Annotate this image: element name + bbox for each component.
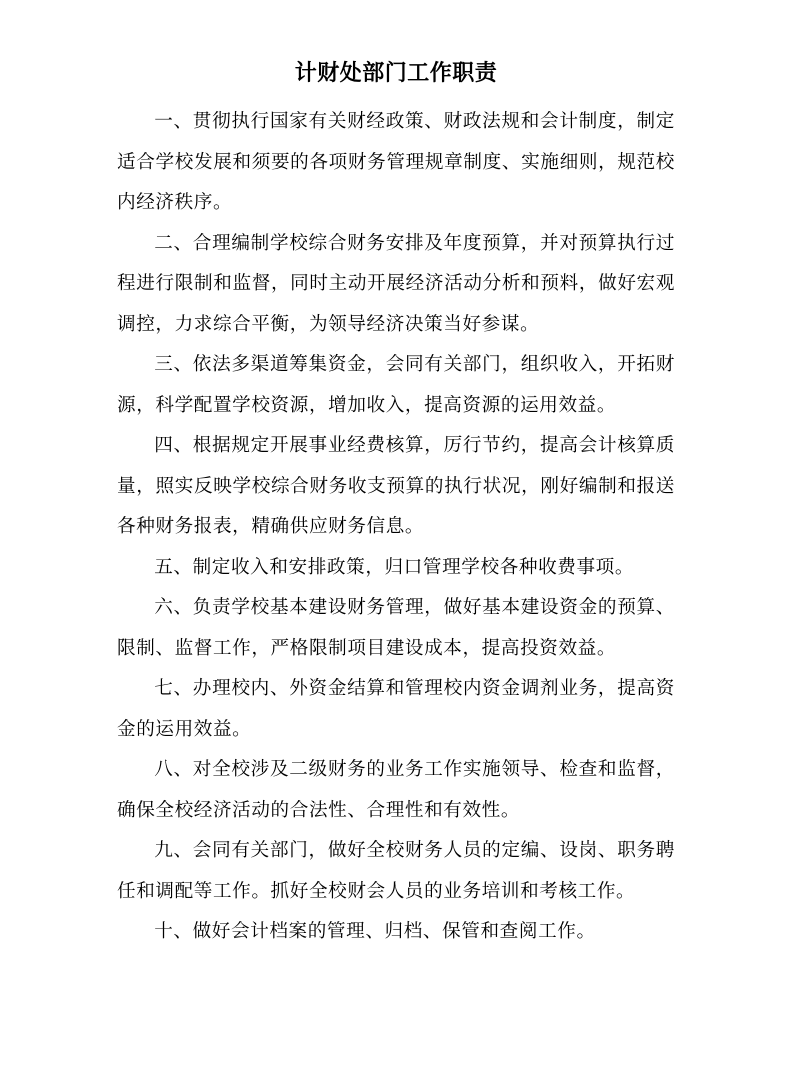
clause-6: 六、负责学校基本建设财务管理，做好基本建设资金的预算、限制、监督工作，严格限制项目建设成本，提高投资效益。: [117, 597, 675, 659]
clause-7: 七、办理校内、外资金结算和管理校内资金调剂业务，提高资金的运用效益。: [117, 678, 675, 740]
clause-1: 一、贯彻执行国家有关财经政策、财政法规和会计制度，制定适合学校发展和须要的各项财务管理规章制度、实施细则，规范校内经济秩序。: [117, 111, 675, 213]
document-title: 计财处部门工作职责: [294, 61, 498, 86]
clause-3: 三、依法多渠道筹集资金，会同有关部门，组织收入，开拓财源，科学配置学校资源，增加收入，提高资源的运用效益。: [117, 354, 675, 416]
clause-8: 八、对全校涉及二级财务的业务工作实施领导、检查和监督，确保全校经济活动的合法性、合理性和有效性。: [117, 759, 675, 821]
clause-5: 五、制定收入和安排政策，归口管理学校各种收费事项。: [154, 556, 635, 578]
document-page: [117, 58, 675, 953]
clause-9: 九、会同有关部门，做好全校财务人员的定编、设岗、职务聘任和调配等工作。抓好全校财会人员的业务培训和考核工作。: [117, 840, 675, 902]
clause-2: 二、合理编制学校综合财务安排及年度预算，并对预算执行过程进行限制和监督，同时主动开展经济活动分析和预料，做好宏观调控，力求综合平衡，为领导经济决策当好参谋。: [117, 232, 675, 335]
clause-4: 四、根据规定开展事业经费核算，厉行节约，提高会计核算质量，照实反映学校综合财务收支预算的执行状况，刚好编制和报送各种财务报表，精确供应财务信息。: [117, 435, 675, 537]
clause-10: 十、做好会计档案的管理、归档、保管和查阅工作。: [154, 921, 596, 942]
